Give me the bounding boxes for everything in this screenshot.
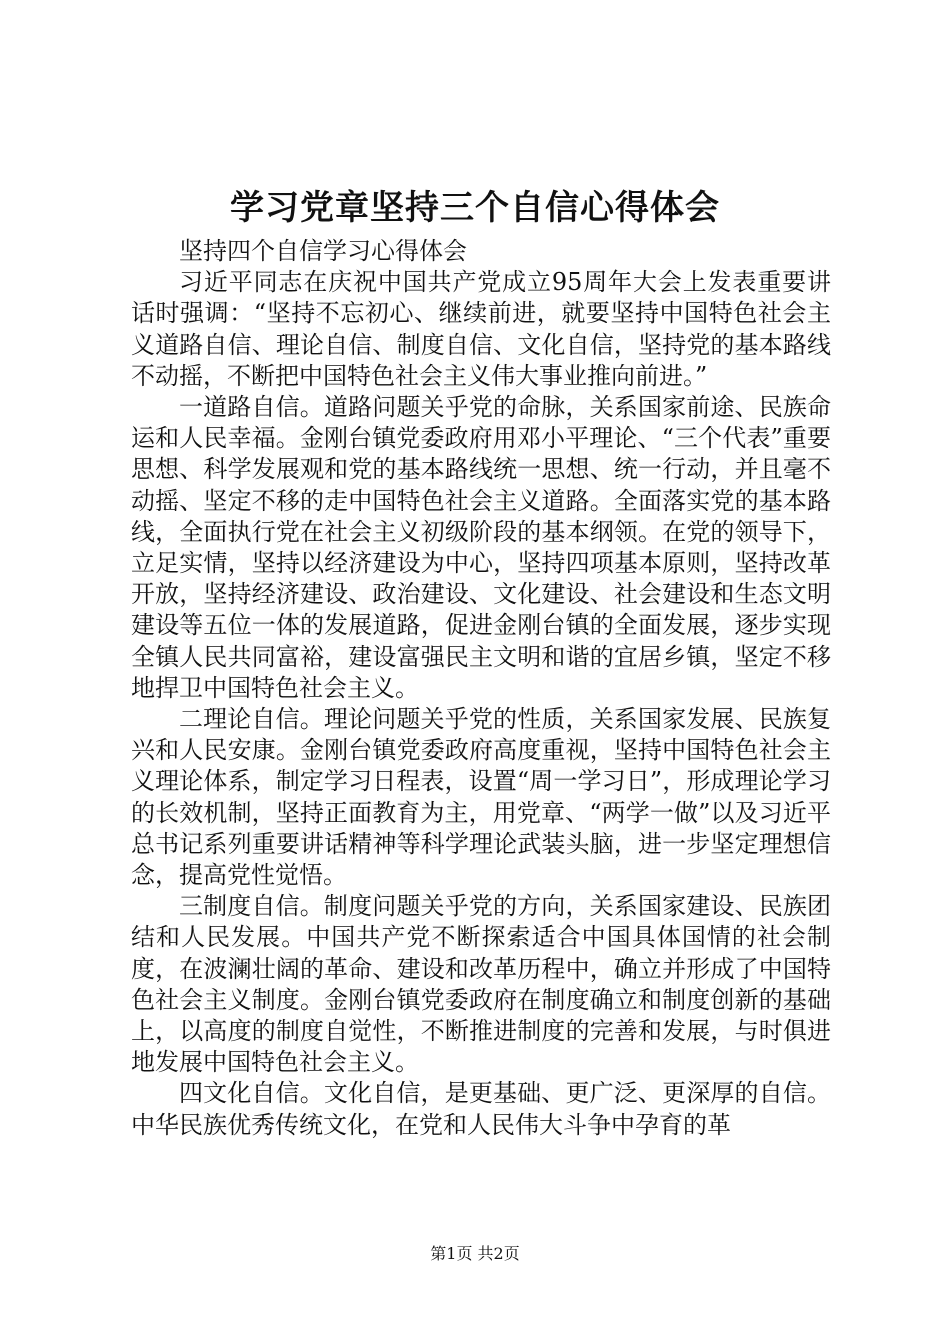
document-subtitle: 坚持四个自信学习心得体会 — [179, 237, 467, 265]
paragraph-culture-confidence: 四文化自信。文化自信，是更基础、更广泛、更深厚的自信。中华民族优秀传统文化，在党和人民伟大斗争中孕育的革 — [131, 1079, 831, 1139]
paragraph-system-confidence: 三制度自信。制度问题关乎党的方向，关系国家建设、民族团结和人民发展。中国共产党不断探索适合中国具体国情的社会制度，在波澜壮阔的革命、建设和改革历程中，确立并形成了中国特色社会主义制度。金刚台镇党委政府在制度确立和制度创新的基础上，以高度的制度自觉性，不断推进制度的完善和发展，与时俱进地发展中国特色社会主义。 — [131, 892, 831, 1077]
paragraph-theory-confidence: 二理论自信。理论问题关乎党的性质，关系国家发展、民族复兴和人民安康。金刚台镇党委政府高度重视，坚持中国特色社会主义理论体系，制定学习日程表，设置“周一学习日”，形成理论学习的长效机制，坚持正面教育为主，用党章、“两学一做”以及习近平总书记系列重要讲话精神等科学理论武装头脑，进一步坚定理想信念，提高党性觉悟。 — [131, 705, 831, 890]
page-number-footer: 第1页 共2页 — [430, 1244, 520, 1263]
paragraph-intro: 习近平同志在庆祝中国共产党成立95周年大会上发表重要讲话时强调：“坚持不忘初心、继续前进，就要坚持中国特色社会主义道路自信、理论自信、制度自信、文化自信，坚持党的基本路线不动摇，不断把中国特色社会主义伟大事业推向前进。” — [131, 268, 831, 390]
document-title: 学习党章坚持三个自信心得体会 — [230, 188, 720, 228]
paragraph-road-confidence: 一道路自信。道路问题关乎党的命脉，关系国家前途、民族命运和人民幸福。金刚台镇党委政府用邓小平理论、“三个代表”重要思想、科学发展观和党的基本路线统一思想、统一行动，并且毫不动摇、坚定不移的走中国特色社会主义道路。全面落实党的基本路线，全面执行党在社会主义初级阶段的基本纲领。在党的领导下，立足实情，坚持以经济建设为中心，坚持四项基本原则，坚持改革开放，坚持经济建设、政治建设、文化建设、社会建设和生态文明建设等五位一体的发展道路，促进金刚台镇的全面发展，逐步实现全镇人民共同富裕，建设富强民主文明和谐的宜居乡镇，坚定不移地捍卫中国特色社会主义。 — [131, 393, 831, 702]
document-body — [131, 236, 831, 1141]
